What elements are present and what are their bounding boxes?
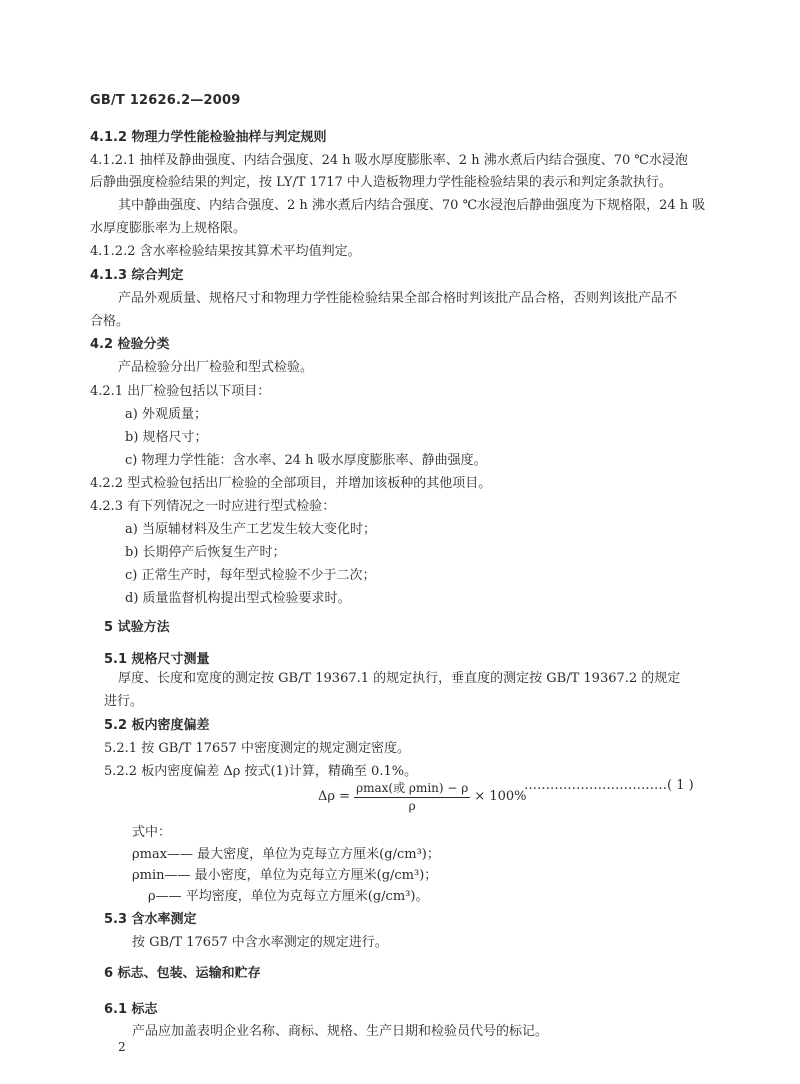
text-line: ρ—— 平均密度，单位为克每立方厘米(g/cm³)。 bbox=[148, 889, 429, 904]
text-line: d) 质量监督机构提出型式检验要求时。 bbox=[125, 591, 351, 606]
formula-fraction bbox=[354, 779, 470, 813]
text-line: 5.2.1 按 GB/T 17657 中密度测定的规定测定密度。 bbox=[104, 741, 410, 756]
section-heading: 4.2 检验分类 bbox=[90, 337, 170, 352]
formula-denominator: ρ bbox=[408, 799, 416, 813]
text-line: 厚度、长度和宽度的测定按 GB/T 19367.1 的规定执行，垂直度的测定按 GB/T 19367.2 的规定 bbox=[118, 671, 681, 686]
text-line: ρmin—— 最小密度，单位为克每立方厘米(g/cm³)； bbox=[132, 868, 438, 883]
text-line: 4.2.2 型式检验包括出厂检验的全部项目，并增加该板种的其他项目。 bbox=[90, 476, 492, 491]
text-line: 4.1.2.2 含水率检验结果按其算术平均值判定。 bbox=[90, 244, 361, 259]
text-line: 其中静曲强度、内结合强度、2 h 沸水煮后内结合强度、70 ℃水浸泡后静曲强度为下规格限，24 h 吸 bbox=[118, 198, 706, 213]
section-heading: 5 试验方法 bbox=[104, 620, 170, 635]
section-heading: 6.1 标志 bbox=[104, 1002, 158, 1017]
section-heading: 5.3 含水率测定 bbox=[104, 912, 197, 927]
text-line: 产品外观质量、规格尺寸和物理力学性能检验结果全部合格时判该批产品合格，否则判该批产品不 bbox=[118, 291, 678, 306]
text-line: b) 长期停产后恢复生产时； bbox=[125, 545, 286, 560]
section-heading: 6 标志、包装、运输和贮存 bbox=[104, 966, 261, 981]
text-line: 水厚度膨胀率为上规格限。 bbox=[90, 221, 247, 236]
section-heading: 4.1.2 物理力学性能检验抽样与判定规则 bbox=[90, 130, 327, 145]
text-line: b) 规格尺寸； bbox=[125, 430, 208, 445]
formula-lhs: Δρ = bbox=[318, 788, 351, 804]
text-line: c) 正常生产时，每年型式检验不少于二次； bbox=[125, 568, 376, 583]
text-line: 后静曲强度检验结果的判定，按 LY/T 1717 中人造板物理力学性能检验结果的表示和判定条款执行。 bbox=[90, 175, 672, 190]
text-line: c) 物理力学性能：含水率、24 h 吸水厚度膨胀率、静曲强度。 bbox=[125, 453, 487, 468]
text-line: 4.2.1 出厂检验包括以下项目： bbox=[90, 384, 271, 399]
text-line: a) 外观质量； bbox=[125, 407, 207, 422]
text-line: a) 当原辅材料及生产工艺发生较大变化时； bbox=[125, 522, 376, 537]
density-deviation-formula bbox=[318, 779, 527, 813]
standard-code: GB/T 12626.2—2009 bbox=[90, 93, 241, 108]
section-heading: 5.2 板内密度偏差 bbox=[104, 718, 210, 733]
formula-rhs: × 100% bbox=[474, 788, 527, 804]
text-line: 式中： bbox=[132, 825, 172, 840]
section-heading: 4.1.3 综合判定 bbox=[90, 268, 184, 283]
text-line: 合格。 bbox=[90, 314, 130, 329]
text-line: 进行。 bbox=[104, 694, 144, 709]
text-line: 5.2.2 板内密度偏差 Δρ 按式(1)计算，精确至 0.1%。 bbox=[104, 764, 418, 779]
text-line: ρmax—— 最大密度，单位为克每立方厘米(g/cm³)； bbox=[132, 847, 440, 862]
text-line: 按 GB/T 17657 中含水率测定的规定进行。 bbox=[132, 935, 388, 950]
text-line: 4.1.2.1 抽样及静曲强度、内结合强度、24 h 吸水厚度膨胀率、2 h 沸水煮后内结合强度、70 ℃水浸泡 bbox=[90, 153, 688, 168]
text-line: 4.2.3 有下列情况之一时应进行型式检验： bbox=[90, 499, 336, 514]
formula-number: ……………………………( 1 ) bbox=[524, 778, 694, 793]
text-line: 产品应加盖表明企业名称、商标、规格、生产日期和检验员代号的标记。 bbox=[132, 1024, 549, 1039]
section-heading: 5.1 规格尺寸测量 bbox=[104, 652, 210, 667]
page-number: 2 bbox=[118, 1040, 126, 1054]
formula-numerator: ρmax(或 ρmin) − ρ bbox=[354, 779, 470, 798]
text-line: 产品检验分出厂检验和型式检验。 bbox=[118, 360, 314, 375]
